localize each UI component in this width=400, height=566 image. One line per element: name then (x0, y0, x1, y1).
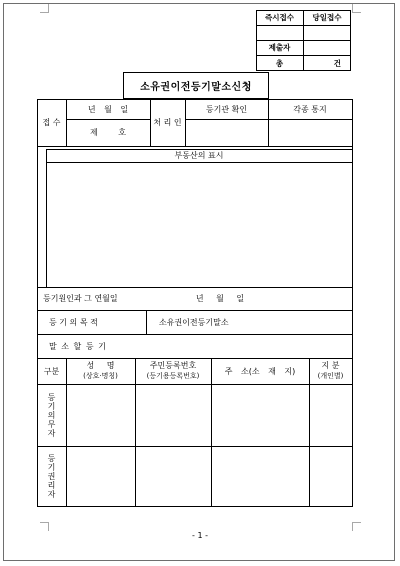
party-share-header (309, 358, 352, 384)
total-label: 총 (275, 58, 284, 68)
obligor-label: 등기의무자 (47, 392, 56, 438)
registration-purpose-label: 등 기 의 목 적 (49, 317, 98, 327)
registration-cause-label: 등기원인과 그 연월일 (43, 294, 118, 303)
obligee-share-field[interactable] (310, 447, 352, 506)
crop-mark (352, 522, 361, 531)
obligee-label: 등기권리자 (47, 453, 56, 499)
party-name-header-sub: (상호·명칭) (83, 372, 118, 380)
registration-cause-date[interactable]: 년 월 일 (195, 294, 245, 303)
crop-mark (352, 4, 361, 13)
obligee-id-field[interactable] (136, 447, 211, 506)
page-number: - 1 - (192, 530, 208, 540)
registration-purpose-value[interactable]: 소유권이전등기말소 (159, 317, 229, 327)
notifications-label: 각종 통지 (293, 104, 327, 114)
processor-label: 처 리 인 (153, 118, 182, 127)
obligee-address-field[interactable] (212, 447, 309, 506)
crop-mark (40, 4, 49, 13)
same-day-receipt-label: 당일접수 (312, 13, 342, 22)
obligor-row-label (37, 384, 66, 446)
reception-label: 접 수 (42, 118, 61, 127)
party-id-header-title: 주민등록번호 (149, 361, 197, 370)
count-unit-label: 건 (333, 58, 341, 68)
party-share-header-sub: (개인별) (317, 372, 344, 380)
party-address-header: 주 소(소 재 지) (224, 366, 296, 376)
party-id-header-sub: (등기용등록번호) (146, 372, 200, 380)
immediate-receipt-label: 즉시접수 (265, 13, 294, 22)
crop-mark (40, 522, 49, 531)
cancel-registration-label: 말 소 할 등 기 (49, 341, 107, 351)
reception-date-label: 년 월 일 (87, 104, 129, 114)
real-estate-field[interactable] (47, 163, 352, 287)
form-title: 소유권이전등기말소신청 (123, 72, 269, 99)
party-name-header-title: 성 명 (86, 361, 115, 370)
reception-number-label: 제 호 (90, 128, 126, 137)
obligor-id-field[interactable] (136, 385, 211, 446)
party-name-header (66, 358, 135, 384)
obligee-name-field[interactable] (67, 447, 135, 506)
obligee-row-label (37, 446, 66, 506)
party-type-header: 구분 (43, 366, 60, 376)
real-estate-header: 부동산의 표시 (174, 151, 224, 160)
party-share-header-title: 지 분 (321, 361, 340, 370)
obligor-name-field[interactable] (67, 385, 135, 446)
submitter-label: 제출자 (268, 43, 291, 52)
obligor-address-field[interactable] (212, 385, 309, 446)
party-id-header (135, 358, 211, 384)
obligor-share-field[interactable] (310, 385, 352, 446)
registrar-check-label: 등기관 확인 (205, 104, 248, 114)
